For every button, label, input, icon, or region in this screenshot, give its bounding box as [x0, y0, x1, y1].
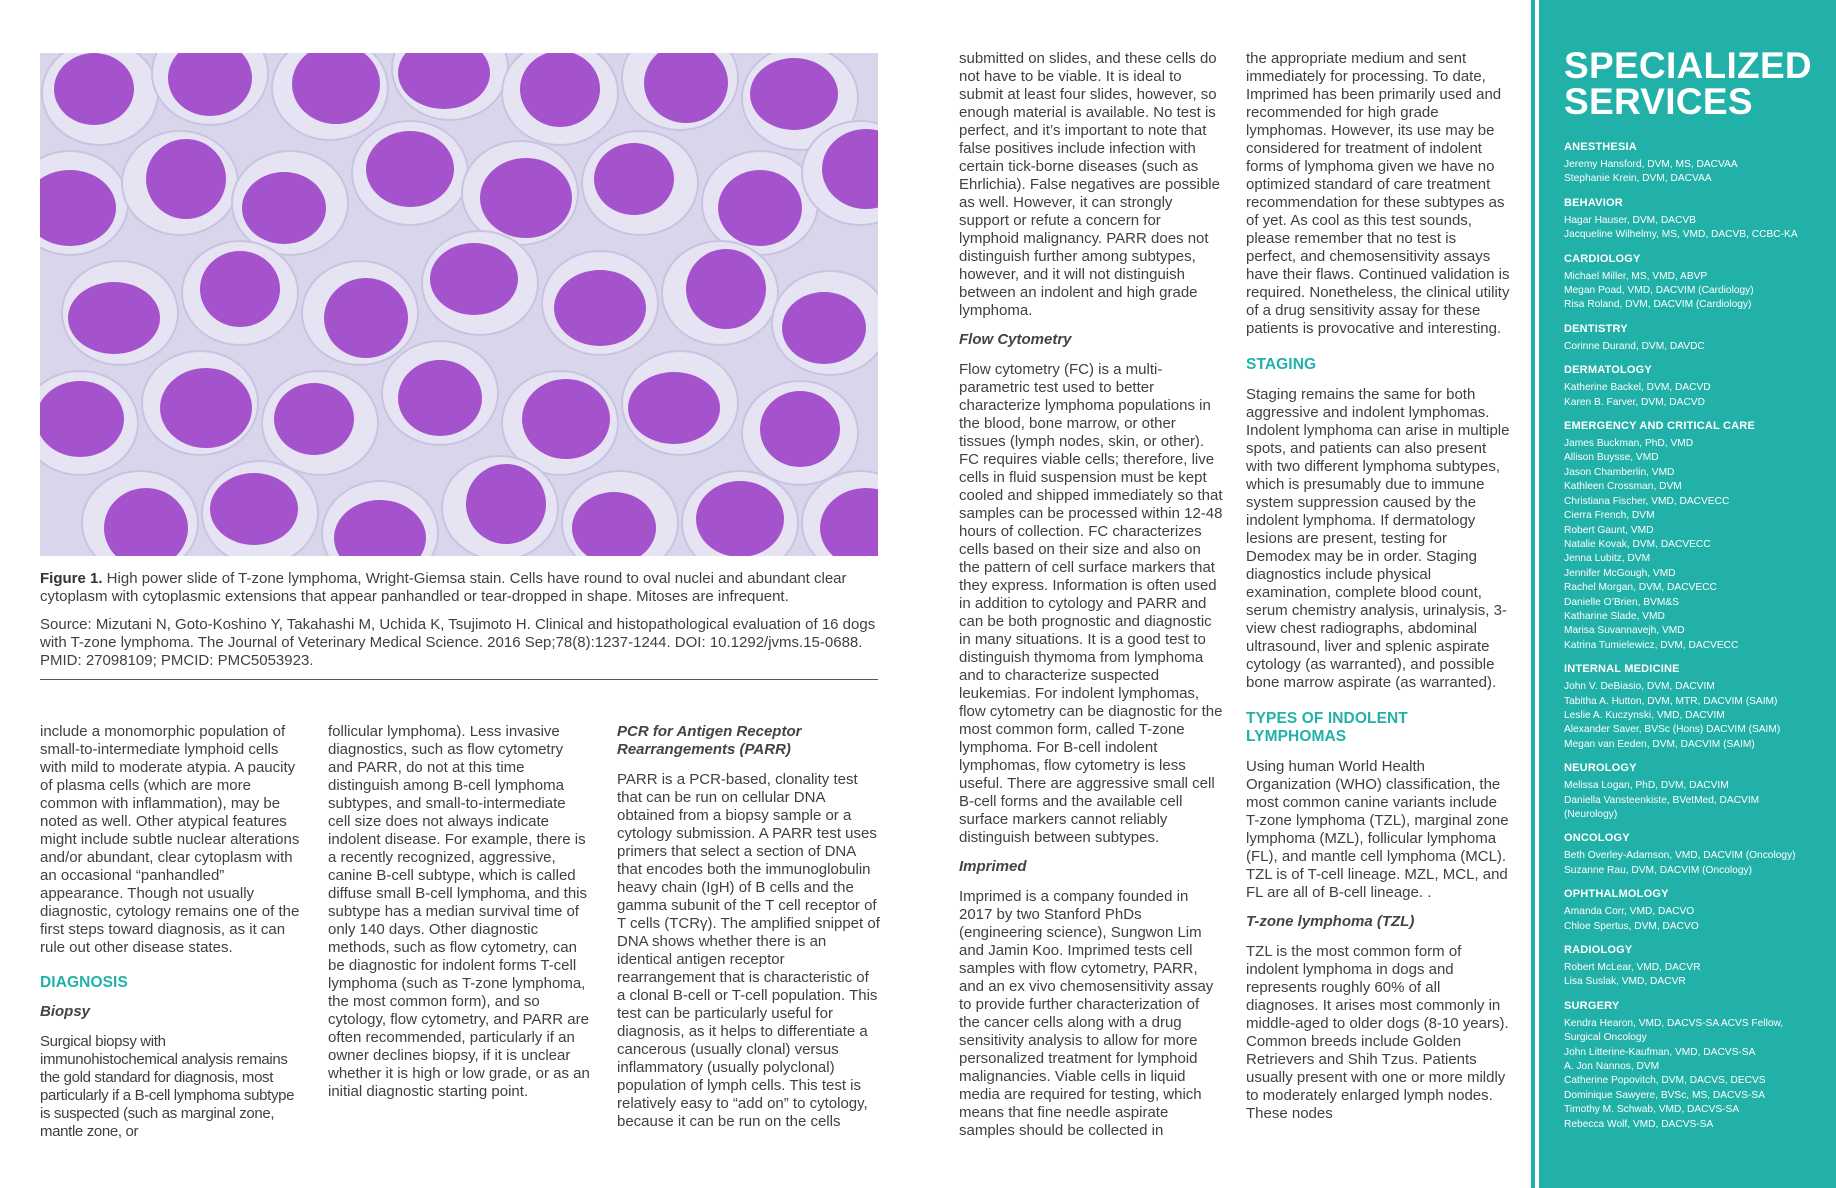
sidebar-divider-line	[1535, 0, 1539, 1188]
col4-paragraph-1: submitted on slides, and these cells do not have to be viable. It is ideal to submit at least four slides, however, so enough material is available. No test is perfect, and it’s important to note that false positives include infection with certain tick-borne diseases (such as Ehrlichia). False negatives are possible as well. However, it can strongly support or refute a concern for lymphoid malignancy. PARR does not distinguish further among subtypes, however, and it will not distinguish between an indolent and high grade lymphoma.	[959, 50, 1220, 319]
sidebar-staff-name: Rebecca Wolf, VMD, DACVS-SA	[1564, 1118, 1714, 1130]
micrograph-cell	[262, 371, 378, 475]
micrograph-cell	[62, 261, 178, 365]
col5-paragraph-3: Using human World Health Organization (WHO) classification, the most common canine variants include T-zone lymphoma (TZL), marginal zone lymphoma (MZL), follicular lymphoma (FL), and mantle cell lymphoma (MCL). TZL is of T-cell lineage. MZL, MCL, and FL are all of B-cell lineage. .	[1246, 758, 1509, 901]
sidebar-section-heading: NEUROLOGY	[1564, 762, 1637, 775]
sidebar-staff-name: Surgical Oncology	[1564, 1032, 1647, 1044]
sidebar-section-heading: OPHTHALMOLOGY	[1564, 888, 1669, 901]
sidebar-section	[1564, 252, 1830, 313]
column-2	[328, 723, 592, 1101]
sidebar-staff-name: Katrina Tumielewicz, DVM, DACVECC	[1564, 639, 1739, 651]
col2-paragraph-1: follicular lymphoma). Less invasive diagnostics, such as flow cytometry and PARR, do not at this time distinguish among B-cell lymphoma subtypes, and small-to-intermediate cell size does not always indicate indolent disease. For example, there is a recently recognized, aggressive, canine B-cell subtype, which is called diffuse small B-cell lymphoma, and this subtype has a median survival time of only 140 days. Other diagnostic methods, such as flow cytometry, can be diagnostic for indolent forms T-cell lymphoma (such as T-zone lymphoma, the most common form), and so cytology, flow cytometry, and PARR are often recommended, particularly if an owner declines biopsy, if it is unclear whether it is high or low grade, or as an initial diagnostic starting point.	[328, 723, 590, 1100]
sidebar-staff-name: John Litterine-Kaufman, VMD, DACVS-SA	[1564, 1046, 1756, 1058]
sidebar-section-heading: ONCOLOGY	[1564, 832, 1630, 845]
sidebar-staff-name: Christiana Fischer, VMD, DACVECC	[1564, 495, 1730, 507]
sidebar-staff-name: James Buckman, PhD, VMD	[1564, 438, 1694, 450]
sidebar-services-list	[1564, 140, 1830, 1141]
sidebar-section	[1564, 887, 1830, 934]
micrograph-cell	[382, 341, 498, 445]
sidebar-staff-name: Robert Gaunt, VMD	[1564, 524, 1654, 536]
sidebar-staff-name: Risa Roland, DVM, DACVIM (Cardiology)	[1564, 299, 1752, 311]
col1-paragraph-2: Surgical biopsy with immunohistochemical analysis remains the gold standard for diagnosis, most particularly if a B-cell lymphoma subtype is suspected (such as marginal zone, mantle zone, or	[40, 1033, 295, 1140]
sidebar-staff-name: Kathleen Crossman, DVM	[1564, 481, 1682, 493]
micrograph-cell	[442, 456, 558, 556]
sidebar-section-heading: SURGERY	[1564, 999, 1620, 1012]
sidebar-staff-name: Allison Buysse, VMD	[1564, 452, 1659, 464]
sidebar-staff-name: Marisa Suvannavejh, VMD	[1564, 625, 1685, 637]
sidebar-staff-name: Stephanie Krein, DVM, DACVAA	[1564, 173, 1712, 185]
sidebar-staff-name: Karen B. Farver, DVM, DACVD	[1564, 396, 1705, 408]
sidebar-section-heading: INTERNAL MEDICINE	[1564, 663, 1680, 676]
sidebar-staff-name: Catherine Popovitch, DVM, DACVS, DECVS	[1564, 1075, 1766, 1087]
col3-paragraph-1: PARR is a PCR-based, clonality test that can be run on cellular DNA obtained from a biopsy sample or a cytology submission. A PARR test uses primers that select a section of DNA that encodes both the immunoglobulin heavy chain (IgH) of B cells and the gamma subunit of the T cell receptor of T cells (TCRγ). The amplified snippet of DNA shows whether there is an identical antigen receptor rearrangement that is characteristic of a clonal B-cell or T-cell population. This test can be particularly useful for diagnosis, as it helps to differentiate a cancerous (usually clonal) versus inflammatory (usually polyclonal) population of lymph cells. This test is relatively easy to “add on” to cytology, because it can be run on the cells	[617, 771, 880, 1130]
sidebar-staff-name: Jacqueline Wilhelmy, MS, VMD, DACVB, CCBC-KA	[1564, 229, 1798, 241]
sidebar-title-line-2: SERVICES	[1564, 81, 1753, 122]
col1-paragraph-1: include a monomorphic population of small-to-intermediate lymphoid cells with mild to moderate atypia. A paucity of plasma cells (which are more common with inflammation), may be noted as well. Other atypical features might include subtle nuclear alterations and/or abundant, clear cytoplasm with an occasional “panhandled” appearance. Though not usually diagnostic, cytology remains one of the first steps toward diagnosis, as it can rule out other disease states.	[40, 723, 300, 956]
micrograph-cell	[352, 121, 468, 225]
figure-source: Source: Mizutani N, Goto-Koshino Y, Takahashi M, Uchida K, Tsujimoto H. Clinical and histopathological evaluation of 16 dogs with T-zone lymphoma. The Journal of Veterinary Medical Science. 2016 Sep;78(8):1237-1244. DOI: 10.1292/jvms.15-0688. PMID: 27098109; PMCID: PMC5053923.	[40, 616, 876, 669]
sidebar-section-heading: ANESTHESIA	[1564, 141, 1637, 153]
sidebar-staff-name: Beth Overley-Adamson, VMD, DACVIM (Oncology)	[1564, 850, 1796, 862]
sidebar-section-heading: CARDIOLOGY	[1564, 252, 1641, 265]
heading-types-of-indolent-lymphomas: TYPES OF INDOLENT LYMPHOMAS	[1246, 710, 1408, 745]
sidebar-staff-name: Megan Poad, VMD, DACVIM (Cardiology)	[1564, 285, 1754, 297]
divider	[40, 679, 878, 680]
sidebar-staff-name: A. Jon Nannos, DVM	[1564, 1061, 1660, 1073]
micrograph-cell	[232, 151, 348, 255]
sidebar-section	[1564, 322, 1830, 354]
micrograph-cell	[772, 271, 878, 375]
sidebar-title	[1564, 45, 1812, 122]
subheading-flow-cytometry: Flow Cytometry	[959, 331, 1072, 348]
sidebar-staff-name: Lisa Suslak, VMD, DACVR	[1564, 976, 1686, 988]
micrograph-cell	[202, 461, 318, 556]
column-5	[1246, 50, 1510, 1123]
micrograph-image	[40, 53, 878, 556]
sidebar-staff-name: Jeremy Hansford, DVM, MS, DACVAA	[1564, 159, 1738, 170]
sidebar-staff-name: Kendra Hearon, VMD, DACVS-SA ACVS Fellow,	[1564, 1017, 1784, 1029]
heading-diagnosis: DIAGNOSIS	[40, 974, 128, 991]
micrograph-cell	[662, 241, 778, 345]
sidebar-staff-name: Suzanne Rau, DVM, DACVIM (Oncology)	[1564, 864, 1752, 876]
sidebar-staff-name: Amanda Corr, VMD, DACVO	[1564, 906, 1695, 918]
sidebar-staff-name: Jennifer McGough, VMD	[1564, 567, 1676, 579]
column-3	[617, 723, 881, 1131]
sidebar-section	[1564, 662, 1830, 752]
sidebar-section	[1564, 761, 1830, 822]
micrograph-figure	[40, 53, 878, 556]
sidebar-staff-name: (Neurology)	[1564, 809, 1618, 820]
sidebar-section-heading: DENTISTRY	[1564, 322, 1628, 335]
col4-paragraph-3: Imprimed is a company founded in 2017 by two Stanford PhDs (engineering science), Sungwon Lim and Jamin Koo. Imprimed tests cell samples with flow cytometry, PARR, and an ex vivo chemosensitivity assay to provide further characterization of the cancer cells along with a drug sensitivity analysis to allow for more personalized treatment for lymphoid malignancies. Viable cells in liquid media are required for testing, which means that fine needle aspirate samples should be collected in	[959, 888, 1214, 1139]
micrograph-cell	[742, 381, 858, 485]
micrograph-cell	[182, 241, 298, 345]
sidebar-staff-name: Katherine Backel, DVM, DACVD	[1564, 382, 1711, 394]
col5-paragraph-1: the appropriate medium and sent immediately for processing. To date, Imprimed has been primarily used and recommended for high grade lymphomas. However, its use may be considered for treatment of indolent forms of lymphoma given we have no optimized standard of care treatment recommendation for these subtypes as of yet. As cool as this test sounds, please remember that no test is perfect, and chemosensitivity assays have their flaws. Continued validation is required. Nonetheless, the clinical utility of a drug sensitivity assay for these patients is provocative and interesting.	[1246, 50, 1510, 337]
sidebar-staff-name: Jason Chamberlin, VMD	[1564, 466, 1675, 478]
micrograph-cell	[502, 53, 618, 145]
sidebar-staff-name: Rachel Morgan, DVM, DACVECC	[1564, 582, 1717, 594]
micrograph-cell	[302, 261, 418, 365]
sidebar-section	[1564, 419, 1830, 653]
sidebar-staff-name: Natalie Kovak, DVM, DACVECC	[1564, 538, 1711, 550]
sidebar-section-heading: DERMATOLOGY	[1564, 364, 1652, 377]
sidebar-staff-name: Alexander Saver, BVSc (Hons) DACVIM (SAIM)	[1564, 724, 1781, 736]
sidebar-section	[1564, 196, 1830, 243]
sidebar-staff-name: Daniella Vansteenkiste, BVetMed, DACVIM	[1564, 794, 1760, 806]
subheading-parr: PCR for Antigen Receptor Rearrangements (PARR)	[617, 723, 802, 758]
micrograph-cell	[142, 351, 258, 455]
sidebar-title-line-1: SPECIALIZED	[1564, 45, 1812, 86]
sidebar-staff-name: Hagar Hauser, DVM, DACVB	[1564, 214, 1696, 226]
sidebar-staff-name: Michael Miller, MS, VMD, ABVP	[1564, 270, 1708, 282]
sidebar-staff-name: Robert McLear, VMD, DACVR	[1564, 962, 1701, 974]
micrograph-cell	[422, 231, 538, 335]
sidebar-staff-name: Danielle O’Brien, BVM&S	[1564, 596, 1679, 608]
col5-paragraph-2: Staging remains the same for both aggressive and indolent lymphomas. Indolent lymphoma can arise in multiple spots, and patients can also present with two different lymphoma subtypes, which is presumably due to immune system suppression caused by the indolent lymphoma. If dermatology lesions are present, testing for Demodex may be in order. Staging diagnostics include physical examination, complete blood count, serum chemistry analysis, urinalysis, 3-view chest radiographs, abdominal ultrasound, liver and splenic aspirate cytology (as warranted), and possible bone marrow aspirate (as warranted).	[1246, 386, 1510, 691]
figure-caption-text: High power slide of T-zone lymphoma, Wright-Giemsa stain. Cells have round to oval nuclei and abundant clear cytoplasm with cytoplasmic extensions that appear panhandled or tear-dropped in shape. Mitoses are infrequent.	[40, 570, 847, 605]
sidebar-section-heading: BEHAVIOR	[1564, 196, 1623, 209]
micrograph-cell	[622, 351, 738, 455]
sidebar-section	[1564, 943, 1830, 990]
subheading-tzl: T-zone lymphoma (TZL)	[1246, 913, 1415, 930]
micrograph-cell	[42, 53, 158, 145]
sidebar-staff-name: Corinne Durand, DVM, DAVDC	[1564, 340, 1705, 352]
column-1	[40, 723, 304, 1141]
sidebar-staff-name: Dominique Sawyere, BVSc, MS, DACVS-SA	[1564, 1089, 1765, 1101]
sidebar-staff-name: Timothy M. Schwab, VMD, DACVS-SA	[1564, 1104, 1740, 1116]
micrograph-cell	[582, 131, 698, 235]
figure-caption	[40, 570, 878, 606]
sidebar-staff-name: Jenna Lubitz, DVM	[1564, 553, 1651, 565]
sidebar-section	[1564, 363, 1830, 410]
sidebar-staff-name: Melissa Logan, PhD, DVM, DACVIM	[1564, 780, 1729, 792]
column-4	[959, 50, 1223, 1140]
micrograph-cell	[462, 141, 578, 245]
micrograph-cell	[542, 251, 658, 355]
sidebar-staff-name: Leslie A. Kuczynski, VMD, DACVIM	[1564, 709, 1725, 721]
sidebar-section-heading: EMERGENCY AND CRITICAL CARE	[1564, 420, 1755, 433]
micrograph-cell	[702, 151, 818, 255]
subheading-biopsy: Biopsy	[40, 1003, 91, 1020]
sidebar-staff-name: Chloe Spertus, DVM, DACVO	[1564, 920, 1699, 932]
sidebar-staff-name: John V. DeBiasio, DVM, DACVIM	[1564, 681, 1715, 693]
subheading-imprimed: Imprimed	[959, 858, 1027, 875]
sidebar-section-heading: RADIOLOGY	[1564, 944, 1633, 957]
figure-caption-label: Figure 1.	[40, 570, 103, 587]
sidebar-section	[1564, 140, 1830, 187]
sidebar-section	[1564, 999, 1830, 1132]
sidebar-staff-name: Katharine Slade, VMD	[1564, 610, 1665, 622]
col5-paragraph-4: TZL is the most common form of indolent lymphoma in dogs and represents roughly 60% of all diagnoses. It arises most commonly in middle-aged to older dogs (8-10 years). Common breeds include Golden Retrievers and Shih Tzus. Patients usually present with one or more mildly to moderately enlarged lymph nodes. These nodes	[1246, 943, 1509, 1122]
sidebar-staff-name: Cierra French, DVM	[1564, 510, 1655, 522]
sidebar-section	[1564, 831, 1830, 878]
col4-paragraph-2: Flow cytometry (FC) is a multi-parametric test used to better characterize lymphoma populations in the blood, bone marrow, or other tissues (lymph nodes, skin, or other). FC requires viable cells; therefore, live cells in fluid suspension must be kept cooled and shipped immediately so that samples can be processed within 12-48 hours of collection. FC characterizes cells based on their size and also on the pattern of cell surface markers that they express. Information is often used in addition to cytology and PARR and can be both prognostic and diagnostic in many situations. It is a good test to distinguish thymoma from lymphoma and to characterize suspected leukemias. For indolent lymphomas, flow cytometry can be diagnostic for the most common form, called T-zone lymphoma. For B-cell indolent lymphomas, flow cytometry is less useful. There are aggressive small cell B-cell forms and the available cell surface markers cannot reliably distinguish between subtypes.	[959, 361, 1223, 846]
sidebar-staff-name: Megan van Eeden, DVM, DACVIM (SAIM)	[1564, 738, 1755, 750]
micrograph-cell	[122, 131, 238, 235]
sidebar-staff-name: Tabitha A. Hutton, DVM, MTR, DACVIM (SAIM)	[1564, 695, 1778, 707]
heading-staging: STAGING	[1246, 356, 1317, 373]
